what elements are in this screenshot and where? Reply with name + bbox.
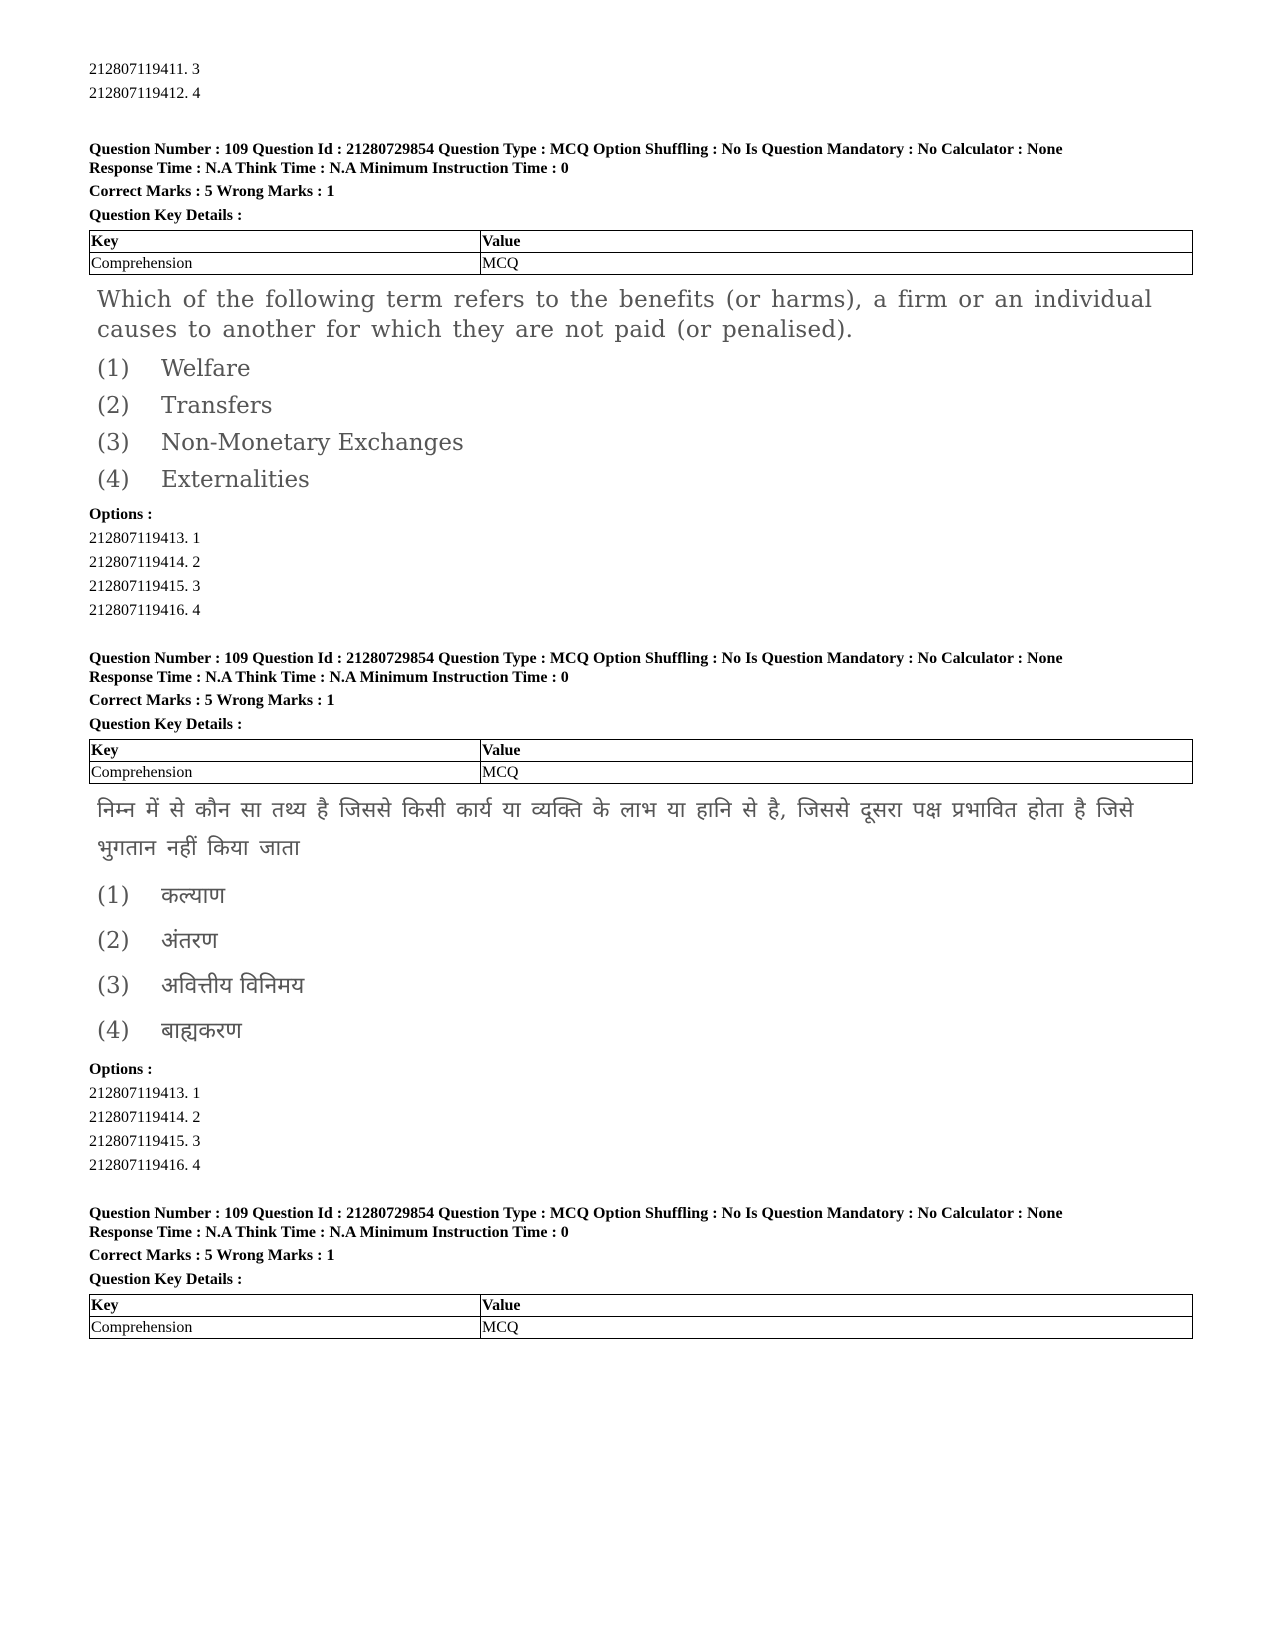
choice-number: (2) — [97, 928, 130, 954]
table-header-value: Value — [481, 1295, 1193, 1317]
table-header-key: Key — [90, 231, 481, 253]
choice-number: (3) — [97, 973, 130, 999]
option-code: 212807119413. 1 — [89, 530, 201, 547]
table-header-key: Key — [90, 740, 481, 762]
question-body — [89, 285, 1193, 499]
answer-choice — [97, 874, 1193, 919]
answer-choice — [97, 1009, 1193, 1054]
option-code: 212807119411. 3 — [89, 61, 200, 78]
marks-line: Correct Marks : 5 Wrong Marks : 1 — [89, 1247, 335, 1264]
choice-text: कल्याण — [161, 883, 226, 909]
table-header-value: Value — [481, 740, 1193, 762]
key-details-label: Question Key Details : — [89, 1271, 243, 1288]
question-timing-line: Response Time : N.A Think Time : N.A Minimum Instruction Time : 0 — [89, 160, 569, 177]
table-cell-key: Comprehension — [90, 762, 481, 784]
table-row — [90, 253, 1193, 275]
options-label: Options : — [89, 506, 153, 523]
key-details-table — [89, 230, 1193, 275]
table-cell-key: Comprehension — [90, 1317, 481, 1339]
answer-choices — [97, 351, 1193, 499]
table-cell-key: Comprehension — [90, 253, 481, 275]
option-code: 212807119415. 3 — [89, 1133, 201, 1150]
answer-choice — [97, 462, 1193, 499]
choice-text: Transfers — [161, 393, 273, 419]
option-code: 212807119412. 4 — [89, 85, 201, 102]
question-timing-line: Response Time : N.A Think Time : N.A Minimum Instruction Time : 0 — [89, 669, 569, 686]
table-cell-value: MCQ — [481, 1317, 1193, 1339]
choice-number: (3) — [97, 430, 130, 456]
table-header-row — [90, 1295, 1193, 1317]
option-code: 212807119413. 1 — [89, 1085, 201, 1102]
choice-text: अंतरण — [161, 928, 218, 954]
table-header-value: Value — [481, 231, 1193, 253]
key-details-table — [89, 1294, 1193, 1339]
choice-number: (4) — [97, 467, 130, 493]
option-code: 212807119414. 2 — [89, 1109, 201, 1126]
answer-choice — [97, 919, 1193, 964]
table-row — [90, 762, 1193, 784]
question-block-english — [89, 140, 1193, 623]
choice-text: Externalities — [161, 467, 310, 493]
choice-text: Non-Monetary Exchanges — [161, 430, 464, 456]
answer-choice — [97, 351, 1193, 388]
question-meta-line: Question Number : 109 Question Id : 21280729854 Question Type : MCQ Option Shuffling : No Is Question Mandatory : No Calculator : None — [89, 141, 1063, 158]
question-text: निम्न में से कौन सा तथ्य है जिससे किसी कार्य या व्यक्ति के लाभ या हानि से है, जिससे दूसरा पक्ष प्रभावित होता है जिसे भुगतान नहीं किया जाता — [97, 798, 1134, 861]
choice-text: बाह्यकरण — [161, 1018, 242, 1044]
question-body — [89, 792, 1193, 1054]
option-code: 212807119414. 2 — [89, 554, 201, 571]
key-details-label: Question Key Details : — [89, 207, 243, 224]
choice-text: Welfare — [161, 356, 251, 382]
table-cell-value: MCQ — [481, 762, 1193, 784]
question-meta-line: Question Number : 109 Question Id : 21280729854 Question Type : MCQ Option Shuffling : No Is Question Mandatory : No Calculator : None — [89, 650, 1063, 667]
option-code: 212807119416. 4 — [89, 1157, 201, 1174]
question-timing-line: Response Time : N.A Think Time : N.A Minimum Instruction Time : 0 — [89, 1224, 569, 1241]
table-header-key: Key — [90, 1295, 481, 1317]
question-text: Which of the following term refers to the benefits (or harms), a firm or an individual causes to another for which they are not paid (or penalised). — [97, 287, 1153, 343]
table-header-row — [90, 231, 1193, 253]
answer-choice — [97, 388, 1193, 425]
previous-options — [89, 58, 1193, 106]
question-block-next — [89, 1204, 1193, 1339]
answer-choices — [97, 874, 1193, 1054]
document-page — [89, 58, 1193, 1339]
table-cell-value: MCQ — [481, 253, 1193, 275]
option-code: 212807119416. 4 — [89, 602, 201, 619]
key-details-label: Question Key Details : — [89, 716, 243, 733]
question-block-hindi — [89, 649, 1193, 1178]
option-code: 212807119415. 3 — [89, 578, 201, 595]
answer-choice — [97, 964, 1193, 1009]
table-row — [90, 1317, 1193, 1339]
choice-number: (4) — [97, 1018, 130, 1044]
question-meta-line: Question Number : 109 Question Id : 21280729854 Question Type : MCQ Option Shuffling : No Is Question Mandatory : No Calculator : None — [89, 1205, 1063, 1222]
table-header-row — [90, 740, 1193, 762]
marks-line: Correct Marks : 5 Wrong Marks : 1 — [89, 692, 335, 709]
choice-number: (1) — [97, 356, 130, 382]
answer-choice — [97, 425, 1193, 462]
choice-text: अवित्तीय विनिमय — [161, 973, 305, 999]
choice-number: (1) — [97, 883, 130, 909]
choice-number: (2) — [97, 393, 130, 419]
key-details-table — [89, 739, 1193, 784]
options-label: Options : — [89, 1061, 153, 1078]
marks-line: Correct Marks : 5 Wrong Marks : 1 — [89, 183, 335, 200]
